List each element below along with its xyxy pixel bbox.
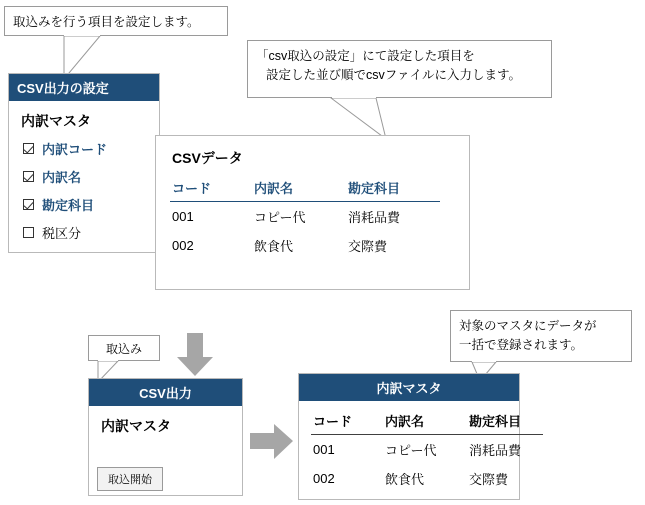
cell-code: 001 [172, 209, 194, 224]
csv-output-settings-title: CSV出力の設定 [9, 74, 159, 101]
csv-data-table [170, 176, 440, 260]
csv-data-title: CSVデータ [172, 150, 243, 166]
callout-bulk-register [450, 310, 632, 362]
callout-configure-items [4, 6, 228, 36]
csv-output-body [89, 406, 242, 452]
settings-item-label: 税区分 [42, 226, 82, 241]
master-result-panel [298, 373, 520, 500]
master-result-title: 内訳マスタ [299, 374, 519, 401]
cell-name: コピー代 [385, 443, 437, 458]
checkbox-checked-icon[interactable] [23, 143, 34, 154]
csv-data-panel [155, 135, 470, 290]
checkbox-checked-icon[interactable] [23, 171, 34, 182]
table-row [311, 464, 543, 493]
column-header-account: 勘定科目 [467, 409, 543, 435]
csv-output-panel [88, 378, 243, 496]
cell-code: 002 [313, 471, 335, 486]
cell-code: 002 [172, 238, 194, 253]
callout-import-text: 取込み [105, 342, 142, 356]
column-header-code: コード [311, 409, 383, 435]
settings-item-label: 内訳コード [42, 142, 108, 157]
cell-name: 飲食代 [385, 472, 425, 487]
master-result-table [311, 409, 543, 493]
settings-item-row[interactable] [23, 139, 149, 158]
cell-account: 消耗品費 [469, 443, 522, 458]
import-start-button-wrap [97, 467, 163, 491]
cell-name: 飲食代 [254, 239, 294, 254]
arrow-down-icon [175, 333, 215, 377]
callout-csv-order-line1: 「csv取込の設定」にて設定した項目を [256, 49, 475, 63]
settings-item-row[interactable] [23, 167, 149, 186]
table-row [170, 202, 440, 232]
callout-csv-order-line2: 設定した並び順でcsvファイルに入力します。 [266, 67, 522, 82]
callout-csv-order [247, 40, 552, 98]
cell-code: 001 [313, 442, 335, 457]
cell-account: 交際費 [469, 472, 509, 487]
settings-master-name: 内訳マスタ [21, 113, 91, 129]
csv-data-body [156, 136, 469, 270]
table-row [170, 231, 440, 260]
arrow-right-icon [250, 422, 294, 462]
csv-output-master-name: 内訳マスタ [101, 418, 171, 434]
column-header-name: 内訳名 [383, 409, 467, 435]
callout-bulk-register-line2: 一括で登録されます。 [459, 337, 584, 352]
cell-name: コピー代 [254, 210, 306, 225]
import-start-button[interactable]: 取込開始 [97, 467, 163, 491]
cell-account: 交際費 [348, 239, 388, 254]
column-header-account: 勘定科目 [346, 176, 440, 202]
cell-account: 消耗品費 [348, 210, 401, 225]
callout-import [88, 335, 160, 361]
column-header-name: 内訳名 [252, 176, 346, 202]
settings-item-label: 勘定科目 [42, 198, 95, 213]
checkbox-checked-icon[interactable] [23, 199, 34, 210]
settings-item-label: 内訳名 [42, 170, 82, 185]
table-header-row [311, 409, 543, 435]
checkbox-unchecked-icon[interactable] [23, 227, 34, 238]
csv-output-settings-body [9, 101, 159, 259]
settings-item-row[interactable] [23, 195, 149, 214]
csv-output-title: CSV出力 [89, 379, 242, 406]
table-header-row [170, 176, 440, 202]
settings-item-row[interactable] [23, 223, 149, 242]
callout-bulk-register-line1: 対象のマスタにデータが [459, 319, 597, 333]
csv-output-settings-panel [8, 73, 160, 253]
column-header-code: コード [170, 176, 252, 202]
table-row [311, 435, 543, 465]
callout-configure-items-text: 取込みを行う項目を設定します。 [13, 15, 200, 29]
master-result-body [299, 401, 522, 501]
